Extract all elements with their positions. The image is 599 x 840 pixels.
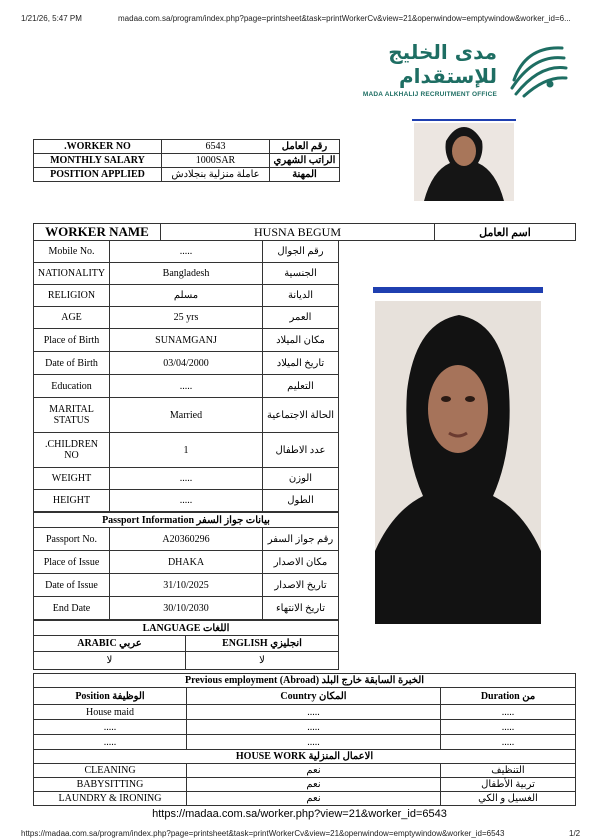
worker-name-table xyxy=(33,223,576,241)
employment-header-row xyxy=(34,674,576,688)
detail-label-ar: الجنسية xyxy=(263,263,339,285)
housework-label-ar: الغسيل و الكي xyxy=(441,792,576,806)
summary-table xyxy=(33,139,340,182)
detail-value: مسلم xyxy=(110,285,263,307)
summary-label-ar: المهنة xyxy=(270,168,340,182)
housework-label-en: CLEANING xyxy=(34,764,187,778)
employment-country-ar: المكان xyxy=(319,690,347,702)
summary-label-ar: الراتب الشهري xyxy=(270,154,340,168)
details-row xyxy=(34,375,339,398)
language-title-en: LANGUAGE xyxy=(142,622,201,634)
housework-label-ar: التنظيف xyxy=(441,764,576,778)
employment-row xyxy=(34,735,576,750)
company-logo-text xyxy=(362,40,497,98)
detail-value: ..... xyxy=(110,375,263,398)
passport-row xyxy=(34,597,339,620)
details-row xyxy=(34,490,339,512)
housework-row xyxy=(34,792,576,806)
employment-position-ar: الوظيفة xyxy=(112,690,145,702)
passport-label-ar: مكان الاصدار xyxy=(263,551,339,574)
passport-label-ar: تاريخ الانتهاء xyxy=(263,597,339,620)
summary-label-en: POSITION APPLIED xyxy=(34,168,162,182)
detail-label-ar: الحالة الاجتماعية xyxy=(263,398,339,433)
large-photo-bar xyxy=(373,287,543,293)
housework-row xyxy=(34,778,576,792)
employment-position: ..... xyxy=(34,720,187,735)
worker-photo-large xyxy=(375,301,541,624)
detail-label-en: Education xyxy=(34,375,110,398)
detail-value: 1 xyxy=(110,433,263,468)
details-row xyxy=(34,263,339,285)
language-title-ar: اللغات xyxy=(202,622,230,634)
language-english-value: لا xyxy=(186,652,339,670)
housework-label-en xyxy=(34,806,187,807)
detail-label-en: Mobile No. xyxy=(34,241,110,263)
details-row xyxy=(34,468,339,490)
details-row xyxy=(34,329,339,352)
housework-title xyxy=(34,750,576,764)
language-values-row xyxy=(34,652,339,670)
language-english-ar: انجليزي xyxy=(270,638,302,649)
detail-label-ar: رقم الجوال xyxy=(263,241,339,263)
detail-label-en: Date of Birth xyxy=(34,352,110,375)
detail-value: ..... xyxy=(110,490,263,512)
detail-value: ..... xyxy=(110,241,263,263)
summary-value: عاملة منزلية بنجلادش xyxy=(162,168,270,182)
employment-row xyxy=(34,720,576,735)
summary-row-position xyxy=(34,168,340,182)
detail-label-ar: الطول xyxy=(263,490,339,512)
summary-row-worker-no xyxy=(34,140,340,154)
detail-label-en: RELIGION xyxy=(34,285,110,307)
print-datetime: 1/21/26, 5:47 PM xyxy=(21,14,82,23)
detail-label-en: AGE xyxy=(34,307,110,329)
details-row xyxy=(34,241,339,263)
detail-label-en: Place of Birth xyxy=(34,329,110,352)
detail-value: 03/04/2000 xyxy=(110,352,263,375)
detail-value: SUNAMGANJ xyxy=(110,329,263,352)
employment-country: ..... xyxy=(187,720,441,735)
housework-table xyxy=(33,749,576,806)
passport-title-en: Passport Information xyxy=(102,514,195,526)
passport-label-ar: رقم جواز السفر xyxy=(263,528,339,551)
housework-label-en: BABYSITTING xyxy=(34,778,187,792)
employment-col-duration xyxy=(441,688,576,705)
detail-label-en: NATIONALITY xyxy=(34,263,110,285)
housework-row xyxy=(34,806,576,807)
passport-value: 30/10/2030 xyxy=(110,597,263,620)
language-english-header xyxy=(186,636,339,652)
language-title xyxy=(34,621,339,636)
employment-row xyxy=(34,705,576,720)
passport-row xyxy=(34,551,339,574)
housework-value: نعم xyxy=(187,778,441,792)
passport-title-ar: بيانات جواز السفر xyxy=(196,514,270,526)
worker-name-value: HUSNA BEGUM xyxy=(161,224,435,241)
housework-row xyxy=(34,764,576,778)
employment-duration: ..... xyxy=(441,705,576,720)
language-arabic-header xyxy=(34,636,186,652)
passport-label-ar: تاريخ الاصدار xyxy=(263,574,339,597)
passport-value: DHAKA xyxy=(110,551,263,574)
employment-country-en: Country xyxy=(280,690,317,702)
print-url-top: madaa.com.sa/program/index.php?page=printsheet&task=printWorkerCv&view=21&openwindow=emptywindow&worker_id=6... xyxy=(118,14,571,23)
details-row xyxy=(34,398,339,433)
company-logo-icon xyxy=(506,36,570,98)
passport-value: A20360296 xyxy=(110,528,263,551)
worker-name-label-en: WORKER NAME xyxy=(34,224,161,241)
details-row xyxy=(34,285,339,307)
detail-label-ar: الوزن xyxy=(263,468,339,490)
print-url-bottom: https://madaa.com.sa/program/index.php?page=printsheet&task=printWorkerCv&view=21&openwindow=emptywindow&worker_id=6543 xyxy=(21,829,505,838)
detail-value: Married xyxy=(110,398,263,433)
housework-label-ar xyxy=(441,806,576,807)
details-table xyxy=(33,240,339,512)
housework-label-en: LAUNDRY & IRONING xyxy=(34,792,187,806)
housework-value: نعم xyxy=(187,764,441,778)
housework-value xyxy=(187,806,441,807)
housework-title-en: HOUSE WORK xyxy=(235,751,306,762)
detail-label-ar: العمر xyxy=(263,307,339,329)
employment-col-country xyxy=(187,688,441,705)
housework-clip xyxy=(33,749,576,806)
housework-header-row xyxy=(34,750,576,764)
detail-label-en: .CHILDREN NO xyxy=(34,433,110,468)
employment-title-en: Previous employment (Abroad) xyxy=(184,675,320,686)
employment-title xyxy=(34,674,576,688)
detail-label-ar: مكان الميلاد xyxy=(263,329,339,352)
summary-value: 1000SAR xyxy=(162,154,270,168)
detail-label-en: WEIGHT xyxy=(34,468,110,490)
worker-name-label-ar: اسم العامل xyxy=(435,224,576,241)
language-arabic-ar: عربي xyxy=(119,638,142,649)
passport-label-en: End Date xyxy=(34,597,110,620)
print-page-counter: 1/2 xyxy=(569,829,581,838)
passport-label-en: Passport No. xyxy=(34,528,110,551)
summary-row-salary xyxy=(34,154,340,168)
detail-label-en: HEIGHT xyxy=(34,490,110,512)
details-row xyxy=(34,307,339,329)
summary-label-en: MONTHLY SALARY xyxy=(34,154,162,168)
employment-col-position xyxy=(34,688,187,705)
employment-position-en: Position xyxy=(75,690,110,702)
employment-position: House maid xyxy=(34,705,187,720)
passport-title xyxy=(34,513,339,528)
housework-value: نعم xyxy=(187,792,441,806)
housework-label-ar: تربية الأطفال xyxy=(441,778,576,792)
employment-duration: ..... xyxy=(441,720,576,735)
detail-value: Bangladesh xyxy=(110,263,263,285)
worker-photo-small xyxy=(414,123,514,201)
detail-value: 25 yrs xyxy=(110,307,263,329)
detail-label-ar: تاريخ الميلاد xyxy=(263,352,339,375)
worker-link[interactable]: https://madaa.com.sa/worker.php?view=21&worker_id=6543 xyxy=(0,808,599,820)
employment-duration-ar: من xyxy=(522,690,536,702)
passport-header-row xyxy=(34,513,339,528)
language-arabic-value: لا xyxy=(34,652,186,670)
details-row xyxy=(34,433,339,468)
detail-value: ..... xyxy=(110,468,263,490)
detail-label-ar: التعليم xyxy=(263,375,339,398)
employment-columns-row xyxy=(34,688,576,705)
summary-label-en: .WORKER NO xyxy=(34,140,162,154)
small-photo-bar xyxy=(412,119,516,121)
housework-title-ar: الاعمال المنزلية xyxy=(308,751,374,762)
language-english-en: ENGLISH xyxy=(222,638,268,649)
language-table xyxy=(33,620,339,670)
language-arabic-en: ARABIC xyxy=(77,638,117,649)
logo-arabic: مدى الخليج للإستقدام xyxy=(388,40,497,88)
passport-label-en: Date of Issue xyxy=(34,574,110,597)
passport-row xyxy=(34,574,339,597)
employment-country: ..... xyxy=(187,735,441,750)
language-header-row xyxy=(34,621,339,636)
logo-english: MADA ALKHALIJ RECRUITMENT OFFICE xyxy=(362,91,497,98)
summary-value: 6543 xyxy=(162,140,270,154)
detail-label-ar: الديانة xyxy=(263,285,339,307)
passport-value: 31/10/2025 xyxy=(110,574,263,597)
employment-position: ..... xyxy=(34,735,187,750)
language-subheader-row xyxy=(34,636,339,652)
passport-table xyxy=(33,512,339,620)
employment-duration: ..... xyxy=(441,735,576,750)
employment-table xyxy=(33,673,576,750)
detail-label-en: MARITAL STATUS xyxy=(34,398,110,433)
detail-label-ar: عدد الاطفال xyxy=(263,433,339,468)
details-row xyxy=(34,352,339,375)
employment-duration-en: Duration xyxy=(480,690,520,702)
passport-label-en: Place of Issue xyxy=(34,551,110,574)
employment-title-ar: الخبرة السابقة خارج البلد xyxy=(321,675,425,686)
passport-row xyxy=(34,528,339,551)
employment-country: ..... xyxy=(187,705,441,720)
summary-label-ar: رقم العامل xyxy=(270,140,340,154)
